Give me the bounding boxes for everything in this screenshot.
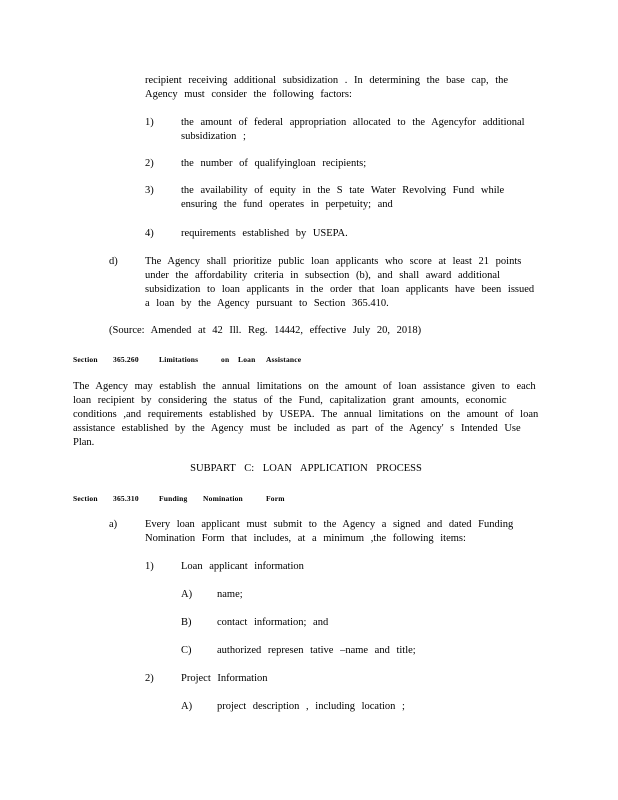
item-text: Loan applicant information: [181, 561, 304, 572]
item-number: 1): [145, 561, 154, 572]
section-title-word: Loan: [238, 355, 256, 364]
section-heading-365-260: [73, 353, 373, 365]
subitem-letter: A): [181, 589, 193, 600]
intro-paragraph: recipient receiving additional subsidization . In determining the base cap, the Agency must consider the following factors:: [145, 75, 509, 100]
section-title-word: Limitations: [159, 355, 199, 364]
subitem-letter: C): [181, 645, 192, 656]
section-heading-365-310: [73, 492, 373, 504]
section-word: Section: [73, 494, 98, 503]
subpart-title: SUBPART C: LOAN APPLICATION PROCESS: [190, 463, 422, 474]
subitem-text: contact information; and: [217, 617, 329, 628]
subitem-letter: B): [181, 617, 192, 628]
section-number: 365.260: [113, 355, 139, 364]
section-word: Section: [73, 355, 98, 364]
source-note: (Source: Amended at 42 Ill. Reg. 14442, effective July 20, 2018): [109, 325, 422, 336]
subitem-text: project description , including location ;: [217, 701, 405, 712]
item-number: 2): [145, 673, 154, 684]
paragraph-label: d): [109, 256, 118, 267]
subitem-text: authorized represen tative –name and title;: [217, 645, 416, 656]
section-title-word: Nomination: [203, 494, 243, 503]
paragraph-a-text: Every loan applicant must submit to the Agency a signed and dated Funding Nomination Form that includes, at a minimum ,the following items:: [145, 519, 514, 544]
factor-number: 2): [145, 158, 154, 169]
factor-text: the number of qualifyingloan recipients;: [181, 158, 367, 169]
factor-text: the availability of equity in the S tate Water Revolving Fund while ensuring the fund operates in perpetuity; and: [181, 185, 505, 210]
factor-text: requirements established by USEPA.: [181, 228, 348, 239]
paragraph-d-text: The Agency shall prioritize public loan applicants who score at least 21 points under the affordability criteria in subsection (b), and shall award additional subsidization to loan applicants in the order that loan applicants have been issued a loan by the Agency pursuant to Section 365.410.: [145, 256, 535, 309]
factor-number: 3): [145, 185, 154, 196]
section-260-body: The Agency may establish the annual limitations on the amount of loan assistance given to each loan recipient by considering the status of the Fund, capitalization grant amounts, economic conditions ,and requirements established by USEPA. The annual limitations on the amount of loan assistance established by the Agency must be included as part of the Agency' s Intended Use Plan.: [73, 381, 539, 448]
subitem-text: name;: [217, 589, 243, 600]
section-title-word: Funding: [159, 494, 188, 503]
factor-text: the amount of federal appropriation allocated to the Agencyfor additional subsidization ;: [181, 117, 525, 142]
factor-number: 4): [145, 228, 154, 239]
section-title-word: Assistance: [266, 355, 302, 364]
section-number: 365.310: [113, 494, 139, 503]
subitem-letter: A): [181, 701, 193, 712]
factor-number: 1): [145, 117, 154, 128]
section-title-word: on: [221, 355, 230, 364]
paragraph-label: a): [109, 519, 118, 530]
item-text: Project Information: [181, 673, 268, 684]
section-title-word: Form: [266, 494, 285, 503]
